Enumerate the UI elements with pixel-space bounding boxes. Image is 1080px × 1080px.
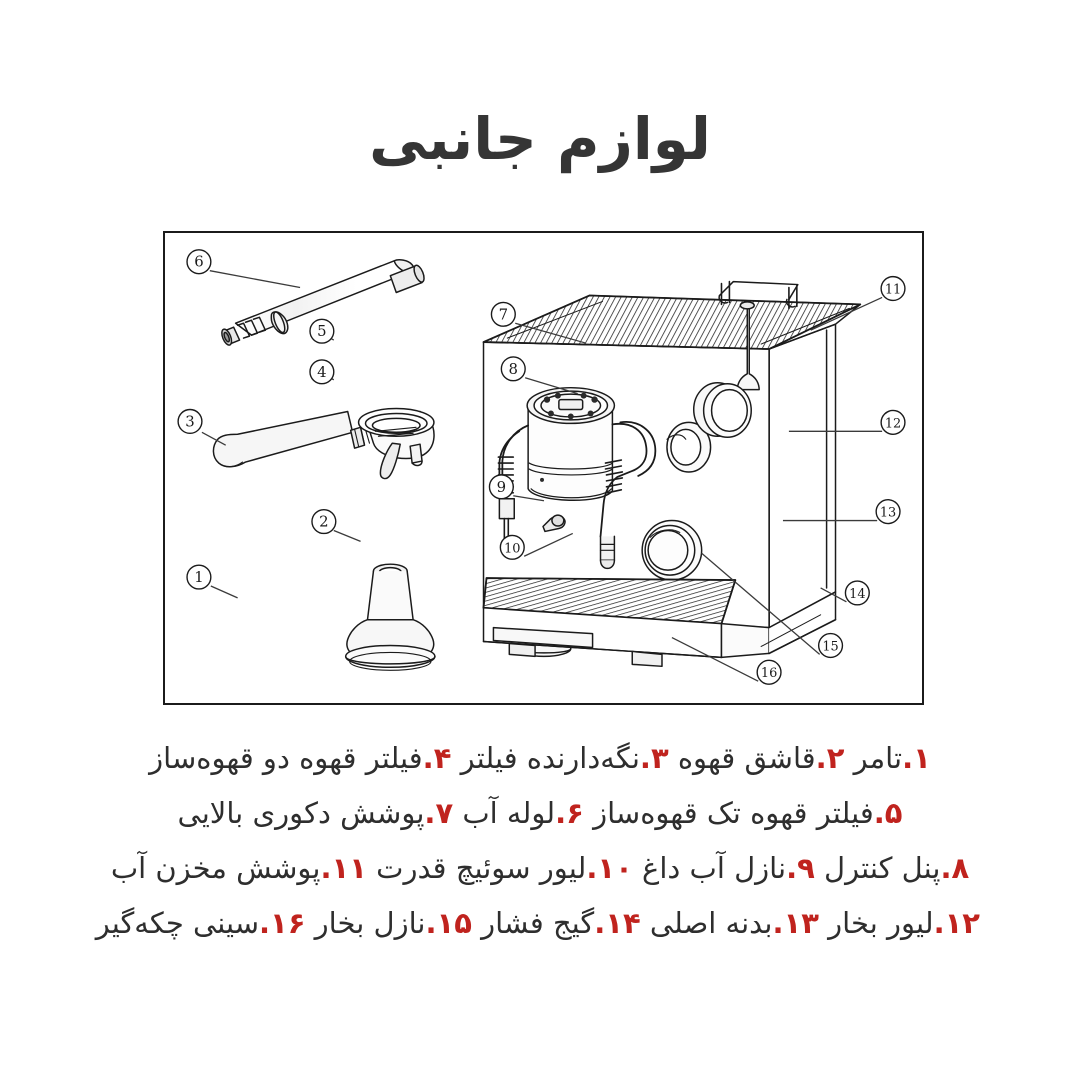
part-label: سینی چکه‌گیر <box>95 906 259 940</box>
part-label: بدنه اصلی <box>640 906 773 940</box>
part-number: ۱۳. <box>772 906 819 940</box>
callout-12 <box>881 410 905 434</box>
svg-text:4: 4 <box>317 362 327 381</box>
svg-text:12: 12 <box>884 416 902 432</box>
part-number: ۷. <box>424 796 454 830</box>
part-label: پوشش دکوری بالایی <box>177 796 425 830</box>
part-label: لیور بخار <box>818 906 934 940</box>
part-number: ۱۰. <box>586 851 633 885</box>
callout-5 <box>310 319 334 343</box>
svg-text:13: 13 <box>879 505 897 521</box>
callout-15 <box>819 634 843 658</box>
part-1-tamper <box>346 564 435 670</box>
svg-text:11: 11 <box>884 282 902 298</box>
main-machine-body <box>484 282 861 667</box>
svg-text:5: 5 <box>317 322 327 341</box>
parts-legend <box>95 731 980 951</box>
svg-text:15: 15 <box>822 639 839 655</box>
part-label: نازل بخار <box>305 906 426 940</box>
callout-14 <box>845 581 869 605</box>
part-label: لوله آب <box>453 796 556 830</box>
part-number: ۱. <box>902 741 931 775</box>
svg-text:7: 7 <box>498 305 509 324</box>
svg-text:6: 6 <box>194 252 204 271</box>
part-number: ۱۵. <box>425 906 472 940</box>
part-number: ۱۱. <box>320 851 367 885</box>
caption-line-2 <box>100 786 980 841</box>
part-number: ۲. <box>815 741 845 775</box>
callout-11 <box>881 277 905 301</box>
part-number: ۳. <box>639 741 669 775</box>
callout-9 <box>489 475 513 499</box>
caption-line-3 <box>100 841 980 896</box>
part-label: لیور سوئیچ قدرت <box>366 851 587 885</box>
part-number: ۴. <box>422 741 452 775</box>
part-label: تامر <box>844 741 903 775</box>
espresso-machine-diagram <box>165 233 922 703</box>
part-number: ۸. <box>940 851 970 885</box>
page-title: لوازم جانبی <box>369 105 711 173</box>
callout-4 <box>310 360 334 384</box>
callout-16 <box>757 660 781 684</box>
part-3-portafilter <box>213 409 434 479</box>
callout-2 <box>312 510 336 534</box>
part-number: ۶. <box>555 796 584 830</box>
part-label: نگه‌دارنده فیلتر <box>451 741 640 775</box>
callout-8 <box>501 357 525 381</box>
callout-6 <box>187 250 211 274</box>
part-number: ۱۴. <box>594 906 641 940</box>
part-number: ۹. <box>786 851 815 885</box>
svg-text:14: 14 <box>849 586 866 602</box>
part-label: فیلتر قهوه تک قهوه‌ساز <box>583 796 874 830</box>
callout-1 <box>187 565 211 589</box>
part-number: ۱۶. <box>259 906 306 940</box>
part-number: ۱۲. <box>933 906 980 940</box>
part-label: قاشق قهوه <box>668 741 816 775</box>
svg-text:1: 1 <box>194 568 204 587</box>
svg-text:10: 10 <box>504 541 521 557</box>
part-number: ۵. <box>873 796 903 830</box>
part-label: پنل کنترل <box>814 851 941 885</box>
svg-text:3: 3 <box>185 412 195 431</box>
part-label: نازل آب داغ <box>632 851 787 885</box>
callout-13 <box>876 500 900 524</box>
callout-3 <box>178 409 202 433</box>
part-label: گیج فشار <box>471 906 595 940</box>
svg-text:9: 9 <box>496 477 507 496</box>
caption-line-4 <box>95 896 980 951</box>
caption-line-1 <box>100 731 980 786</box>
part-label: پوشش مخزن آب <box>110 851 321 885</box>
callout-10 <box>500 535 524 559</box>
part-label: فیلتر قهوه دو قهوه‌ساز <box>149 741 423 775</box>
diagram-frame <box>163 231 924 705</box>
svg-text:16: 16 <box>760 666 778 682</box>
svg-text:8: 8 <box>508 359 518 378</box>
svg-text:2: 2 <box>319 512 329 531</box>
callout-7 <box>491 302 515 326</box>
